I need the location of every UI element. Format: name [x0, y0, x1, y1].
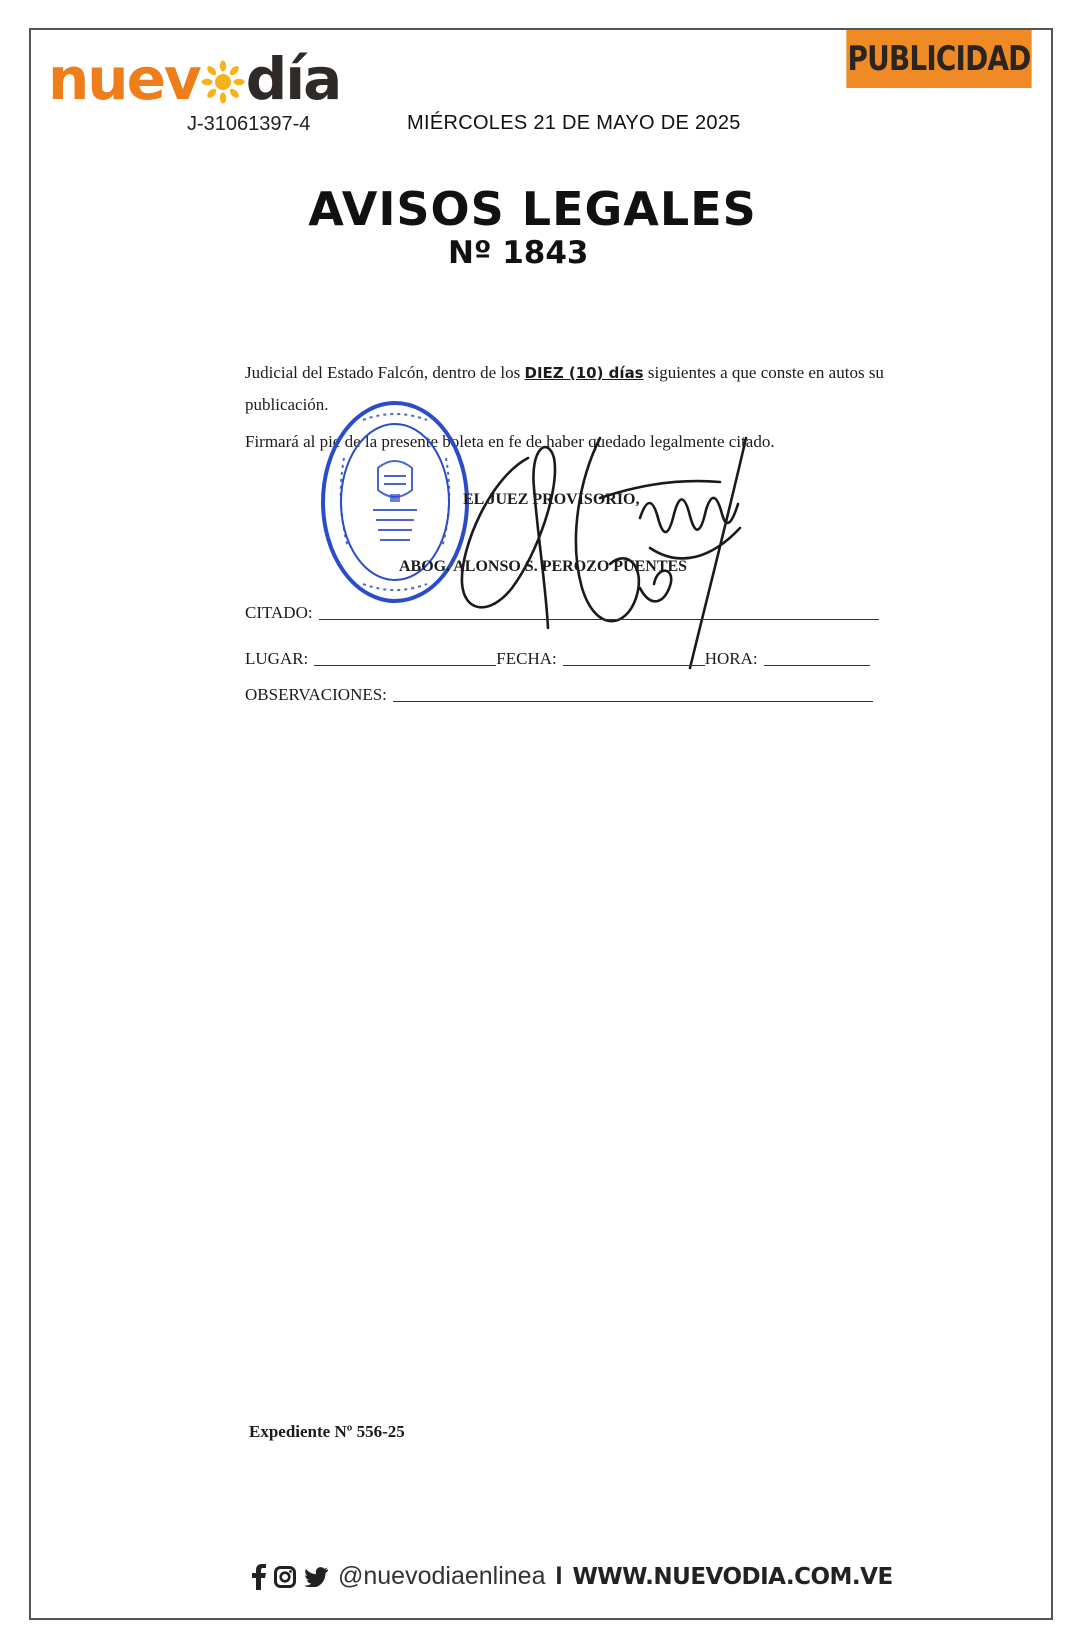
- publication-date: MIÉRCOLES 21 DE MAYO DE 2025: [407, 112, 741, 134]
- citado-field: [245, 603, 879, 623]
- lugar-fecha-hora-row: [245, 649, 870, 669]
- footer-separator: I: [555, 1562, 563, 1590]
- social-handle[interactable]: @nuevodiaenlinea: [338, 1562, 546, 1590]
- brand-logo-left: nuev: [48, 45, 200, 113]
- observaciones-label: OBSERVACIONES:: [245, 685, 387, 704]
- notice-number: Nº 1843: [448, 235, 589, 271]
- notice-deadline: DIEZ (10) días: [524, 364, 644, 382]
- notice-paragraph-1-start: Judicial del Estado Falcón, dentro de los: [245, 363, 525, 382]
- section-tab-publicidad: PUBLICIDAD: [846, 30, 1031, 88]
- judge-title: EL JUEZ PROVISORIO,: [463, 491, 640, 508]
- brand-logo: [48, 45, 341, 113]
- rif-number: J-31061397-4: [187, 113, 311, 135]
- observaciones-field: [245, 685, 873, 705]
- notice-paragraph-2: Firmará al pie de la presente boleta en fe de haber quedado legalmente citado.: [245, 432, 775, 451]
- hora-blank-line: [764, 664, 870, 666]
- twitter-icon[interactable]: [304, 1567, 328, 1587]
- lugar-blank-line: [314, 664, 496, 666]
- lugar-label: LUGAR:: [245, 649, 309, 668]
- fecha-label: FECHA:: [496, 649, 557, 668]
- instagram-icon[interactable]: [274, 1566, 296, 1588]
- footer: [252, 1562, 893, 1591]
- facebook-icon[interactable]: [252, 1564, 266, 1590]
- sun-icon: [201, 60, 245, 104]
- website-link[interactable]: WWW.NUEVODIA.COM.VE: [572, 1563, 893, 1590]
- fecha-blank-line: [563, 664, 705, 666]
- page-title: AVISOS LEGALES: [308, 182, 757, 236]
- social-icons: [252, 1564, 328, 1590]
- hora-label: HORA:: [704, 649, 758, 668]
- citado-blank-line: [319, 618, 879, 620]
- judge-name: ABOG. ALONSO S. PEROZO PUENTES: [399, 558, 688, 575]
- observaciones-blank-line: [393, 700, 873, 702]
- brand-logo-right: día: [245, 45, 341, 113]
- notice-paragraph-1-end: siguientes a que conste en autos su publicación.: [245, 363, 884, 414]
- case-file-number: Expediente Nº 556-25: [249, 1422, 405, 1441]
- citado-label: CITADO:: [245, 603, 313, 622]
